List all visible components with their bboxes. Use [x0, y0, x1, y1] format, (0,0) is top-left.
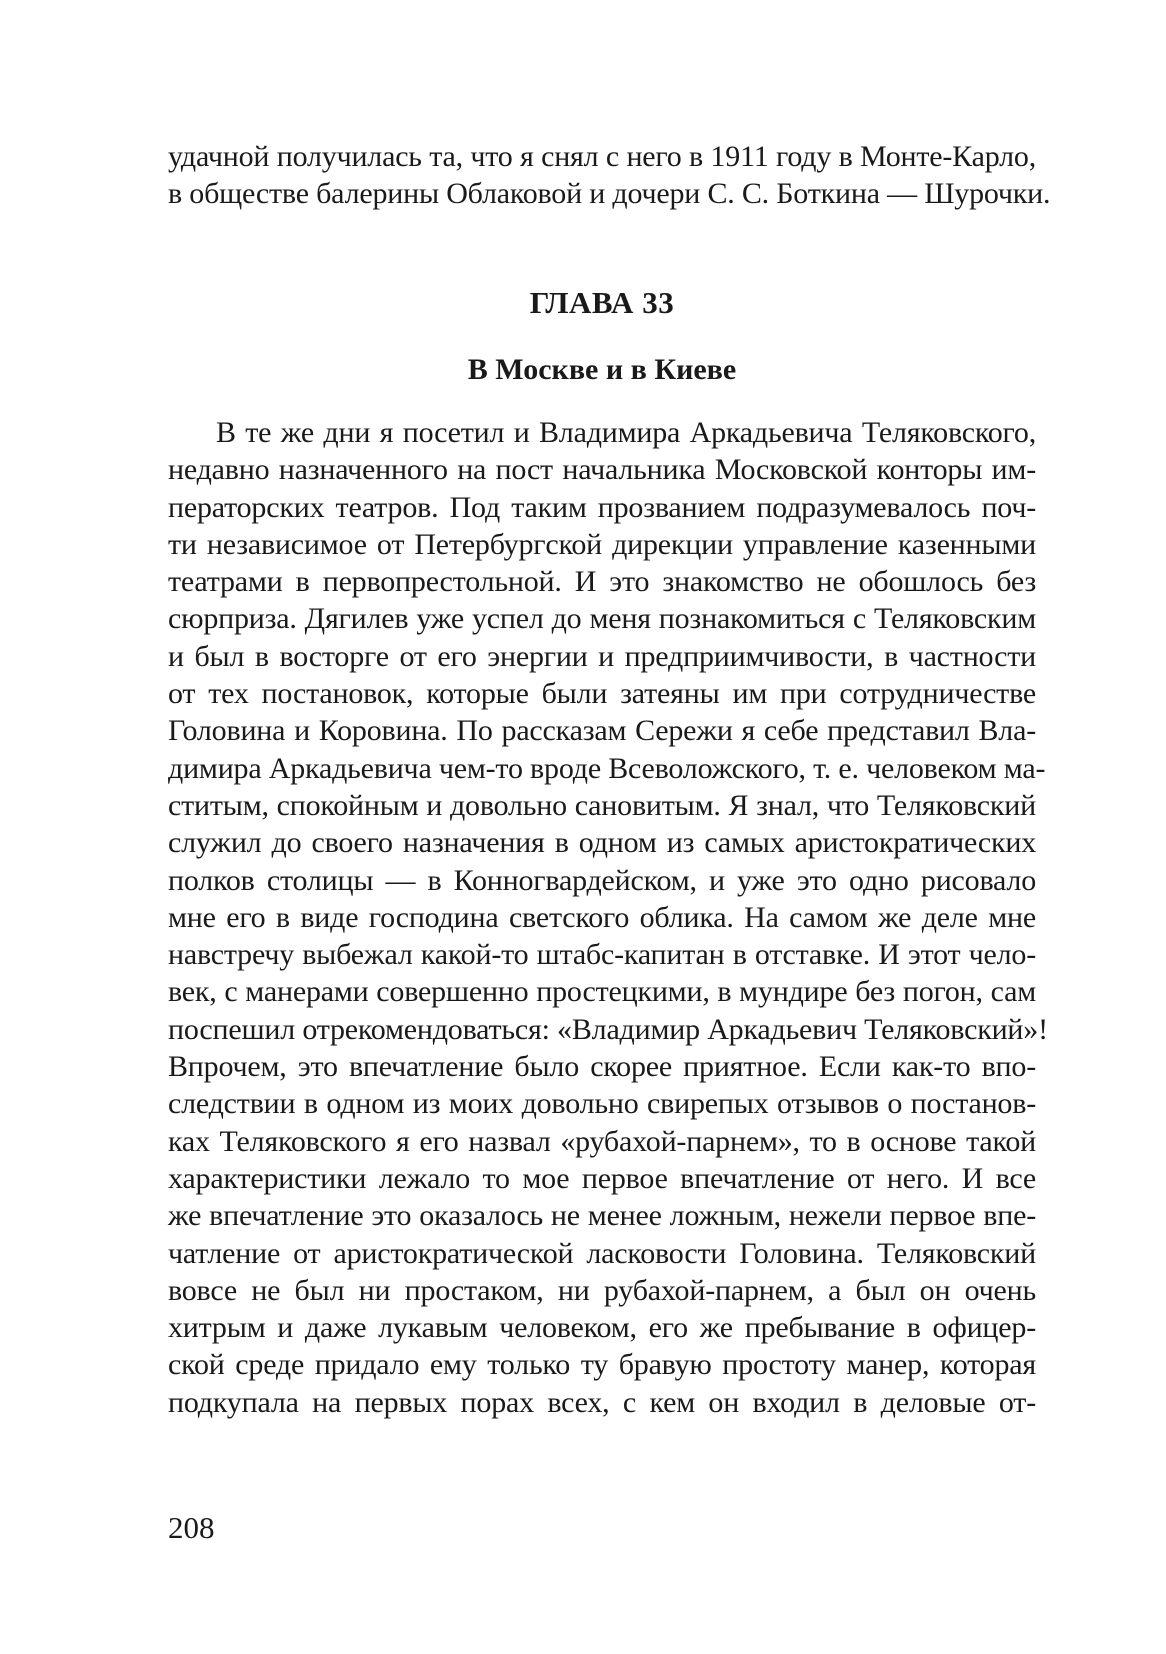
text-line: ститым, спокойным и довольно сановитым. Я знал, что Теляковский [168, 788, 1036, 822]
text-line: театрами в первопрестольной. И это знакомство не обошлось без [168, 565, 1036, 599]
text-line: вовсе не был ни простаком, ни рубахой-парнем, а был он очень [168, 1273, 1036, 1307]
opening-paragraph [168, 138, 1051, 213]
text-line: же впечатление это оказалось не менее ложным, нежели первое впе- [168, 1199, 1036, 1233]
main-paragraph [168, 414, 1048, 1421]
text-line: от тех постановок, которые были затеяны им при сотрудничестве [168, 677, 1036, 711]
text-line: полков столицы — в Конногвардейском, и уже это одно рисовало [168, 863, 1036, 897]
text-line: следствии в одном из моих довольно свирепых отзывов о постанов- [168, 1087, 1036, 1121]
text-line: в обществе балерины Облаковой и дочери С. С. Боткина — Шурочки. [168, 177, 1051, 211]
text-line: димира Аркадьевича чем-то вроде Всеволожского, т. е. человеком ма- [168, 751, 1046, 785]
text-line: Впрочем, это впечатление было скорее приятное. Если как-то впо- [168, 1050, 1036, 1084]
text-line: навстречу выбежал какой-то штабс-капитан в отставке. И этот чело- [168, 938, 1036, 972]
text-line: служил до своего назначения в одном из самых аристократических [168, 826, 1036, 860]
text-line: мне его в виде господина светского облика. На самом же деле мне [168, 900, 1036, 934]
text-line: удачной получилась та, что я снял с него в 1911 году в Монте-Карло, [168, 140, 1036, 173]
text-line: чатление от аристократической ласковости Головина. Теляковский [168, 1236, 1036, 1270]
text-line: недавно назначенного на пост начальника Московской конторы им- [168, 453, 1036, 487]
text-line: сюрприза. Дягилев уже успел до меня познакомиться с Теляковским [168, 602, 1036, 636]
page-number: 208 [168, 1510, 215, 1545]
text-line: хитрым и даже лукавым человеком, его же пребывание в офицер- [168, 1311, 1036, 1345]
text-line: подкупала на первых порах всех, с кем он входил в деловые от- [168, 1385, 1036, 1419]
text-line: ти независимое от Петербургской дирекции управление казенными [168, 527, 1036, 561]
text-line: Головина и Коровина. По рассказам Сережи я себе представил Вла- [168, 714, 1036, 748]
text-line: век, с манерами совершенно простецкими, в мундире без погон, сам [168, 975, 1036, 1009]
chapter-title: ГЛАВА 33 [529, 285, 675, 320]
text-line: ской среде придало ему только ту бравую простоту манер, которая [168, 1348, 1036, 1382]
chapter-subtitle: В Москве и в Киеве [467, 353, 737, 386]
text-line: В те же дни я посетил и Владимира Аркадьевича Теляковского, [216, 416, 1036, 449]
text-line: и был в восторге от его энергии и предприимчивости, в частности [168, 639, 1036, 673]
text-line: характеристики лежало то мое первое впечатление от него. И все [168, 1161, 1036, 1195]
text-line: ператорских театров. Под таким прозванием подразумевалось поч- [168, 490, 1036, 524]
text-line: ках Теляковского я его назвал «рубахой-парнем», то в основе такой [168, 1124, 1036, 1158]
text-line: поспешил отрекомендоваться: «Владимир Аркадьевич Теляковский»! [168, 1012, 1048, 1046]
